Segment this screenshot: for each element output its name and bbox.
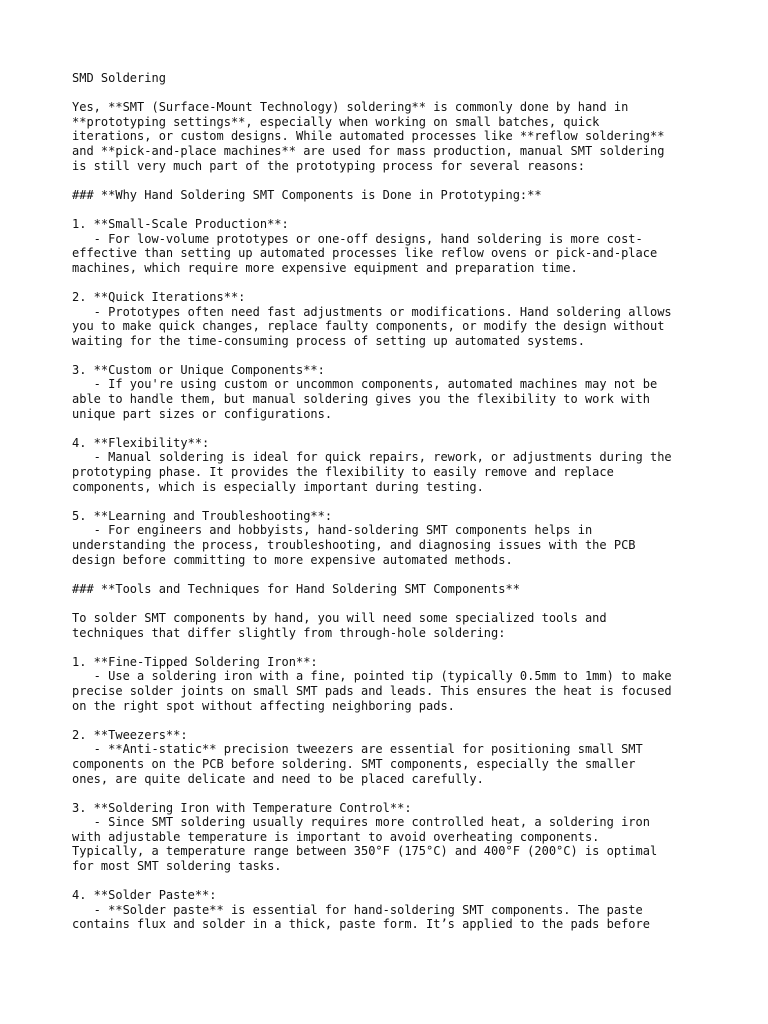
document-line: understanding the process, troubleshooting, and diagnosing issues with the PCB [72, 538, 636, 552]
blank-line [72, 596, 712, 611]
document-line: ones, are quite delicate and need to be placed carefully. [72, 771, 484, 786]
document-page [72, 71, 712, 932]
blank-line [72, 275, 712, 290]
document-line: - Use a soldering iron with a fine, pointed tip (typically 0.5mm to 1mm) to make [72, 669, 672, 684]
blank-line [72, 713, 712, 728]
document-line: components, which is especially important during testing. [72, 479, 484, 494]
document-line: - Prototypes often need fast adjustments or modifications. Hand soldering allows [72, 304, 672, 319]
document-line: ### **Why Hand Soldering SMT Components is Done in Prototyping:** [72, 187, 542, 202]
document-line: precise solder joints on small SMT pads and leads. This ensures the heat is focused [72, 683, 672, 698]
document-line: techniques that differ slightly from through-hole soldering: [72, 625, 506, 640]
blank-line [72, 173, 712, 188]
document-line: prototyping phase. It provides the flexibility to easily remove and replace [72, 465, 614, 480]
document-line: Yes, **SMT (Surface-Mount Technology) soldering** is commonly done by hand in [72, 100, 629, 115]
blank-line [72, 640, 712, 655]
document-line: - For engineers and hobbyists, hand-soldering SMT components helps in [72, 523, 593, 538]
document-line: and **pick-and-place machines** are used for mass production, manual SMT soldering [72, 143, 665, 158]
document-line: 2. **Tweezers**: [72, 727, 188, 742]
document-line: waiting for the time-consuming process of setting up automated systems. [72, 333, 585, 348]
document-line: you to make quick changes, replace faulty components, or modify the design without [72, 319, 665, 334]
document-line: - For low-volume prototypes or one-off designs, hand soldering is more cost- [72, 231, 643, 246]
document-line: 4. **Flexibility**: [72, 435, 210, 450]
document-line: is still very much part of the prototyping process for several reasons: [72, 158, 585, 173]
document-line: - **Anti-static** precision tweezers are essential for positioning small SMT [72, 742, 643, 757]
document-line: **prototyping settings**, especially when working on small batches, quick [72, 114, 600, 129]
blank-line [72, 202, 712, 217]
document-line: on the right spot without affecting neighboring pads. [72, 698, 455, 713]
document-line: components on the PCB before soldering. SMT components, especially the smaller [72, 756, 636, 771]
document-line: contains flux and solder in a thick, paste form. It’s applied to the pads before [72, 917, 650, 932]
blank-line [72, 786, 712, 801]
blank-line [72, 494, 712, 509]
blank-line [72, 567, 712, 582]
document-line: 1. **Small-Scale Production**: [72, 216, 289, 231]
document-line: - **Solder paste** is essential for hand-soldering SMT components. The paste [72, 902, 643, 917]
blank-line [72, 86, 712, 101]
document-line: design before committing to more expensive automated methods. [72, 552, 513, 567]
document-line: 1. **Fine-Tipped Soldering Iron**: [72, 654, 318, 669]
document-title: SMD Soldering [72, 71, 166, 85]
document-line: with adjustable temperature is important to avoid overheating components. [72, 829, 600, 844]
blank-line [72, 348, 712, 363]
document-line: 2. **Quick Iterations**: [72, 289, 246, 304]
document-line: Typically, a temperature range between 350°F (175°C) and 400°F (200°C) is optimal [72, 844, 658, 859]
document-line: 3. **Custom or Unique Components**: [72, 362, 325, 377]
document-line: To solder SMT components by hand, you will need some specialized tools and [72, 610, 607, 625]
blank-line [72, 421, 712, 436]
document-line: able to handle them, but manual soldering gives you the flexibility to work with [72, 392, 650, 407]
document-line: effective than setting up automated processes like reflow ovens or pick-and-place [72, 246, 658, 261]
document-line: - Since SMT soldering usually requires more controlled heat, a soldering iron [72, 815, 650, 830]
document-line: 5. **Learning and Troubleshooting**: [72, 508, 333, 523]
document-line: machines, which require more expensive equipment and preparation time. [72, 260, 578, 275]
document-line: - Manual soldering is ideal for quick repairs, rework, or adjustments during the [72, 450, 672, 465]
document-line: 3. **Soldering Iron with Temperature Control**: [72, 800, 412, 815]
document-line: for most SMT soldering tasks. [72, 859, 282, 874]
document-line: ### **Tools and Techniques for Hand Soldering SMT Components** [72, 581, 520, 596]
document-line: iterations, or custom designs. While automated processes like **reflow soldering** [72, 129, 665, 144]
document-line: unique part sizes or configurations. [72, 406, 333, 421]
document-line: - If you're using custom or uncommon components, automated machines may not be [72, 377, 658, 392]
document-line: 4. **Solder Paste**: [72, 888, 217, 903]
blank-line [72, 874, 712, 889]
